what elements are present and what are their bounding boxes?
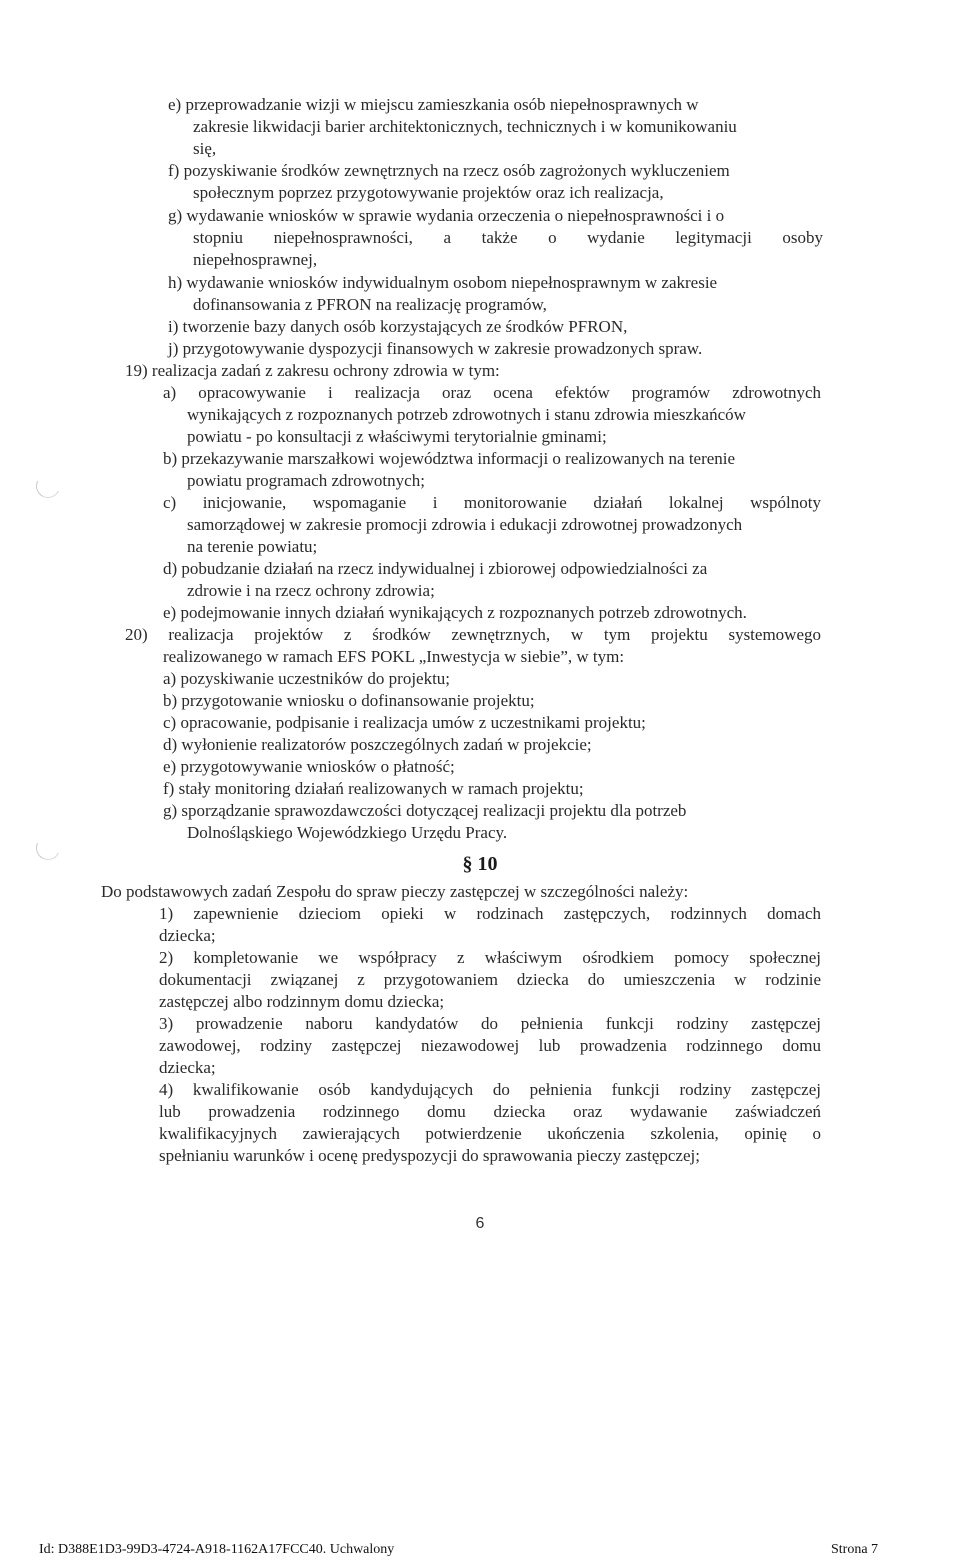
- text-line: 3) prowadzenie naboru kandydatów do pełnienia funkcji rodziny zastępczej: [159, 1014, 821, 1033]
- text-line: samorządowej w zakresie promocji zdrowia i edukacji zdrowotnej prowadzonych: [187, 515, 743, 534]
- text-line: kwalifikacyjnych zawierających potwierdzenie ukończenia szkolenia, opinię o: [159, 1124, 821, 1143]
- text-line: d) wyłonienie realizatorów poszczególnych zadań w projekcie;: [163, 735, 592, 754]
- text-line: realizowanego w ramach EFS POKL „Inwestycja w siebie”, w tym:: [163, 647, 625, 666]
- text-line: dziecka;: [159, 1058, 216, 1077]
- text-line: b) przygotowanie wniosku o dofinansowanie projektu;: [163, 691, 535, 710]
- text-line: 1) zapewnienie dzieciom opieki w rodzinach zastępczych, rodzinnych domach: [159, 904, 821, 923]
- footer-page-label: Strona 7: [831, 1542, 879, 1557]
- text-line: f) stały monitoring działań realizowanych w ramach projektu;: [163, 779, 584, 798]
- text-line: niepełnosprawnej,: [193, 250, 318, 269]
- punch-hole-mark: [33, 471, 64, 502]
- text-line: a) pozyskiwanie uczestników do projektu;: [163, 669, 451, 688]
- text-line: d) pobudzanie działań na rzecz indywidualnej i zbiorowej odpowiedzialności za: [163, 559, 708, 578]
- text-line: Do podstawowych zadań Zespołu do spraw pieczy zastępczej w szczególności należy:: [101, 882, 689, 901]
- text-line: g) wydawanie wniosków w sprawie wydania orzeczenia o niepełnosprawności i o: [168, 206, 725, 225]
- text-line: społecznym poprzez przygotowywanie projektów oraz ich realizacja,: [193, 183, 664, 202]
- text-line: f) pozyskiwanie środków zewnętrznych na rzecz osób zagrożonych wykluczeniem: [168, 161, 730, 180]
- text-line: e) przeprowadzanie wizji w miejscu zamieszkania osób niepełnosprawnych w: [168, 95, 699, 114]
- text-line: 4) kwalifikowanie osób kandydujących do pełnienia funkcji rodziny zastępczej: [159, 1080, 821, 1099]
- text-line: e) przygotowywanie wniosków o płatność;: [163, 757, 455, 776]
- text-line: Dolnośląskiego Wojewódzkiego Urzędu Pracy.: [187, 823, 508, 842]
- text-line: c) inicjowanie, wspomaganie i monitorowanie działań lokalnej wspólnoty: [163, 493, 821, 512]
- text-line: powiatu - po konsultacji z właściwymi terytorialnie gminami;: [187, 427, 607, 446]
- text-line: 19) realizacja zadań z zakresu ochrony zdrowia w tym:: [125, 361, 500, 380]
- text-line: zastępczej albo rodzinnym domu dziecka;: [159, 992, 445, 1011]
- text-line: c) opracowanie, podpisanie i realizacja umów z uczestnikami projektu;: [163, 713, 646, 732]
- text-line: j) przygotowywanie dyspozycji finansowych w zakresie prowadzonych spraw.: [168, 339, 703, 358]
- text-line: dokumentacji związanej z przygotowaniem dziecka do umieszczenia w rodzinie: [159, 970, 821, 989]
- text-line: 2) kompletowanie we współpracy z właściwym ośrodkiem pomocy społecznej: [159, 948, 821, 967]
- footer-document-id: Id: D388E1D3-99D3-4724-A918-1162A17FCC40. Uchwalony: [39, 1542, 395, 1557]
- text-line: stopniu niepełnosprawności, a także o wydanie legitymacji osoby: [193, 228, 823, 247]
- text-line: zawodowej, rodziny zastępczej niezawodowej lub prowadzenia rodzinnego domu: [159, 1036, 821, 1055]
- text-line: się,: [193, 139, 217, 158]
- text-line: lub prowadzenia rodzinnego domu dziecka oraz wydawanie zaświadczeń: [159, 1102, 821, 1121]
- text-line: wynikających z rozpoznanych potrzeb zdrowotnych i stanu zdrowia mieszkańców: [187, 405, 746, 424]
- text-line: h) wydawanie wniosków indywidualnym osobom niepełnosprawnym w zakresie: [168, 273, 718, 292]
- text-line: i) tworzenie bazy danych osób korzystających ze środków PFRON,: [168, 317, 628, 336]
- text-line: dziecka;: [159, 926, 216, 945]
- text-line: zdrowie i na rzecz ochrony zdrowia;: [187, 581, 435, 600]
- section-heading: § 10: [462, 853, 498, 875]
- page-number: 6: [475, 1215, 485, 1232]
- text-line: spełnianiu warunków i ocenę predyspozycji do sprawowania pieczy zastępczej;: [159, 1146, 700, 1165]
- text-line: g) sporządzanie sprawozdawczości dotyczącej realizacji projektu dla potrzeb: [163, 801, 687, 820]
- text-line: 20) realizacja projektów z środków zewnętrznych, w tym projektu systemowego: [125, 625, 821, 644]
- text-line: b) przekazywanie marszałkowi województwa informacji o realizowanych na terenie: [163, 449, 736, 468]
- text-line: e) podejmowanie innych działań wynikających z rozpoznanych potrzeb zdrowotnych.: [163, 603, 747, 622]
- text-line: powiatu programach zdrowotnych;: [187, 471, 425, 490]
- text-line: a) opracowywanie i realizacja oraz ocena efektów programów zdrowotnych: [163, 383, 821, 402]
- text-line: na terenie powiatu;: [187, 537, 318, 556]
- text-line: zakresie likwidacji barier architektonicznych, technicznych i w komunikowaniu: [193, 117, 737, 136]
- text-line: dofinansowania z PFRON na realizację programów,: [193, 295, 547, 314]
